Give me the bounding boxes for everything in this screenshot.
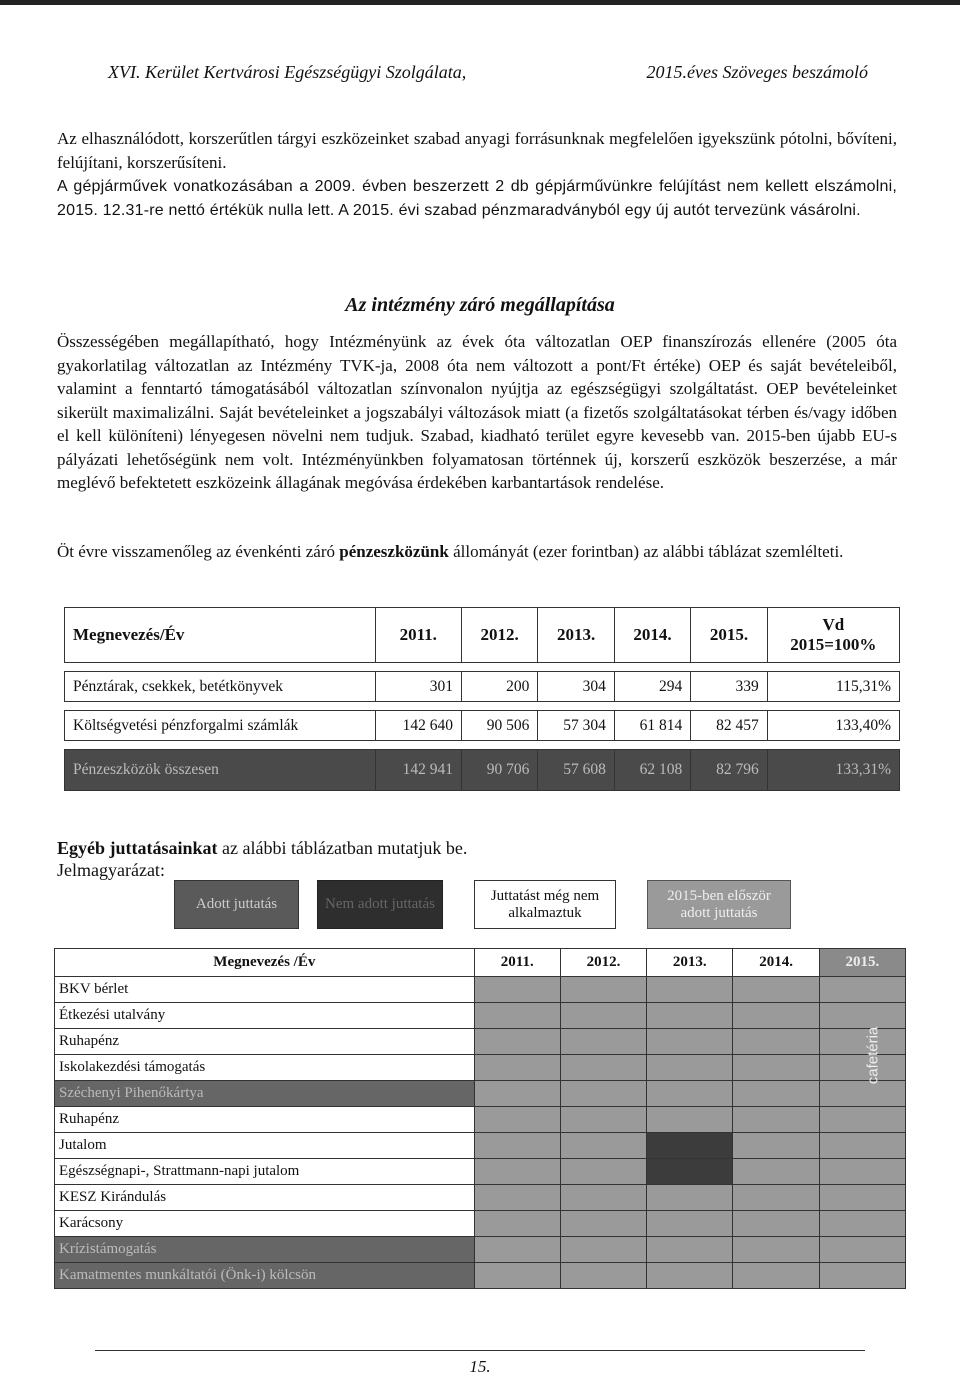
col-2011: 2011. [375, 608, 461, 663]
cafeteria-label: cafetéria [864, 1026, 882, 1084]
header-org: XVI. Kerület Kertvárosi Egészségügyi Szolgálata, [108, 62, 467, 82]
table-row: Egészségnapi-, Strattmann-napi jutalom [55, 1159, 906, 1185]
paragraph-cash-intro: Öt évre visszamenőleg az évenkénti záró pénzeszközünk állományát (ezer forintban) az alábbi táblázat szemlélteti. [57, 542, 844, 561]
legend-label: Jelmagyarázat: [57, 860, 165, 880]
table-row: Széchenyi Pihenőkártya [55, 1081, 906, 1107]
table-row: Ruhapénz [55, 1029, 906, 1055]
paragraph-vehicles: A gépjárművek vonatkozásában a 2009. évben beszerzett 2 db gépjárművünkre felújítást nem kellett elszámolni, 2015. 12.31-re nettó értékük nulla lett. A 2015. évi szabad pénzmaradványból egy új autót tervezünk vásárolni. [57, 178, 897, 219]
footer-rule [95, 1350, 865, 1351]
col-name: Megnevezés/Év [65, 608, 376, 663]
table-row: Jutalom [55, 1133, 906, 1159]
legend-given: Adott juttatás [174, 880, 299, 929]
cash-table [64, 607, 900, 791]
section-title: Az intézmény záró megállapítása [345, 294, 615, 316]
table-row: Iskolakezdési támogatás [55, 1055, 906, 1081]
legend-first-2015: 2015-ben először adott juttatás [647, 880, 791, 929]
col-2015: 2015. [691, 608, 767, 663]
page-number: 15. [469, 1357, 491, 1376]
cash-keyword: pénzeszközünk [339, 542, 449, 561]
legend-not-given: Nem adott juttatás [317, 880, 443, 929]
table-row: Pénztárak, csekkek, betétkönyvek 301 200 304 294 339 115,31% [65, 672, 900, 702]
legend-not-yet: Juttatást még nem alkalmaztuk [474, 880, 616, 929]
benefits-intro: Egyéb juttatásainkat az alábbi táblázatban mutatjuk be. [57, 838, 468, 858]
header-report-title: 2015.éves Szöveges beszámoló [646, 62, 868, 82]
paragraph-assets: Az elhasználódott, korszerűtlen tárgyi eszközeinket szabad anyagi forrásunknak megfelelően igyekszünk pótolni, bővíteni, felújítani, korszerűsíteni. [57, 129, 897, 172]
table-row: Kamatmentes munkáltatói (Önk-i) kölcsön [55, 1263, 906, 1289]
col-2014: 2014. [614, 608, 690, 663]
col-vd: Vd 2015=100% [767, 608, 899, 663]
top-rule [0, 0, 960, 5]
table-row: KESZ Kirándulás [55, 1185, 906, 1211]
table-header-row: Megnevezés /Év 2011. 2012. 2013. 2014. 2015. [55, 949, 906, 977]
table-row: Étkezési utalvány [55, 1003, 906, 1029]
col-2013: 2013. [538, 608, 614, 663]
col-2012: 2012. [461, 608, 537, 663]
table-row: Krízistámogatás [55, 1237, 906, 1263]
table-row: BKV bérlet [55, 977, 906, 1003]
table-row: Költségvetési pénzforgalmi számlák 142 640 90 506 57 304 61 814 82 457 133,40% [65, 711, 900, 741]
table-header-row [65, 608, 900, 663]
table-row: Ruhapénz [55, 1107, 906, 1133]
paragraph-conclusion: Összességében megállapítható, hogy Intézményünk az évek óta változatlan OEP finanszírozás ellenére (2005 óta gyakorlatilag változatlan az Intézmény TVK-ja, 2008 óta nem változott a pont/Ft értéke) OEP és saját bevételeiből, valamint a fenntartó támogatásából változatlan színvonalon nyújtja az egészségügyi szolgáltatást. OEP bevételeinket sikerült maximalizálni. Saját bevételeinket a jogszabályi változások miatt (a fizetős szolgáltatásokat térben és/vagy időben el kell különíteni) lényegesen növelni nem tudjuk. Szabad, kiadható terület egyre kevesebb van. 2015-ben újabb EU-s pályázati lehetőségünk nem volt. Intézményünkben folyamatosan történnek új, korszerű eszközök beszerzése, a már meglévő befektetett eszközeink állagának megóvása érdekében karbantartások rendelése. [57, 332, 897, 492]
benefits-table [54, 948, 906, 1289]
table-row: Karácsony [55, 1211, 906, 1237]
table-total-row: Pénzeszközök összesen 142 941 90 706 57 608 62 108 82 796 133,31% [65, 750, 900, 791]
